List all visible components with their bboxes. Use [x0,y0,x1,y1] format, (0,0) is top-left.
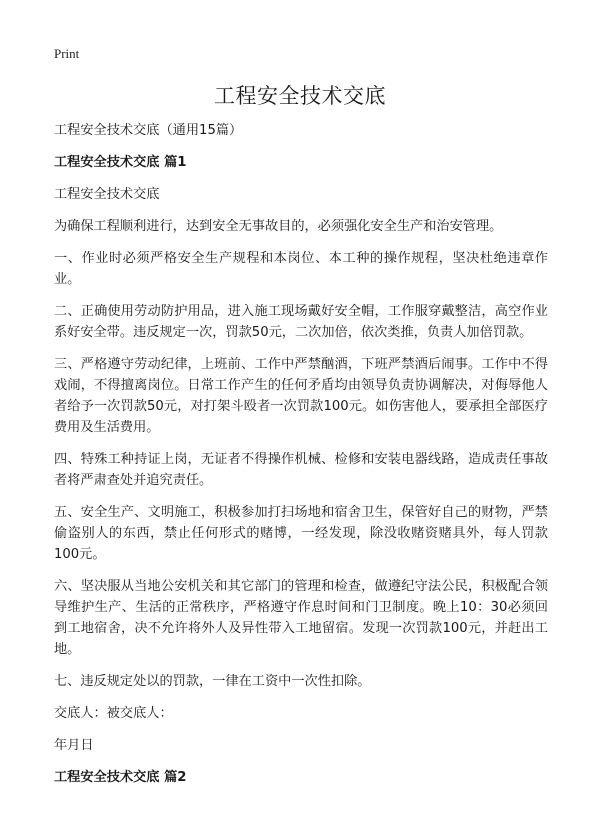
body-paragraph: 五、安全生产、文明施工，积极参加打扫场地和宿舍卫生，保管好自己的财物，严禁偷盗别人的东西，禁止任何形式的赌博，一经发现，除没收赌资赌具外，每人罚款100元。 [54,505,548,562]
body-paragraph: 七、违反规定处以的罚款，一律在工资中一次性扣除。 [54,674,371,689]
body-paragraph: 六、坚决服从当地公安机关和其它部门的管理和检查，做遵纪守法公民，积极配合领导维护生产、生活的正常秩序，严格遵守作息时间和门卫制度。晚上10：30必须回到工地宿舍，决不允许将外人及异性带入工地留宿。发现一次罚款100元，并赶出工地。 [54,579,548,657]
section-heading-2: 工程安全技术交底 篇2 [54,770,187,785]
document-title: 工程安全技术交底 [214,84,386,108]
body-paragraph: 三、严格遵守劳动纪律，上班前、工作中严禁酗酒，下班严禁酒后闹事。工作中不得戏闹，不得擅离岗位。日常工作产生的任何矛盾均由领导负责协调解决，对侮辱他人者给予一次罚款50元，对打架斗殴者一次罚款100元。如伤害他人，要承担全部医疗费用及生活费用。 [54,357,548,435]
date-line: 年月日 [54,738,94,753]
section-heading-1: 工程安全技术交底 篇1 [54,155,187,170]
subtitle-paragraph: 工程安全技术交底（通用15篇） [54,123,243,138]
body-paragraph: 工程安全技术交底 [54,187,160,202]
print-label[interactable]: Print [54,46,80,61]
body-paragraph: 为确保工程顺利进行，达到安全无事故目的，必须强化安全生产和治安管理。 [54,219,503,234]
body-paragraph: 二、正确使用劳动防护用品，进入施工现场戴好安全帽，工作服穿戴整洁，高空作业系好安全带。违反规定一次，罚款50元，二次加倍，依次类推，负责人加倍罚款。 [54,304,548,340]
body-paragraph: 一、作业时必须严格安全生产规程和本岗位、本工种的操作规程，坚决杜绝违章作业。 [54,251,548,287]
document-body [54,120,548,799]
body-paragraph: 四、特殊工种持证上岗，无证者不得操作机械、检修和安装电器线路，造成责任事故者将严肃查处并追究责任。 [54,452,548,488]
signature-line: 交底人：被交底人： [54,706,173,721]
